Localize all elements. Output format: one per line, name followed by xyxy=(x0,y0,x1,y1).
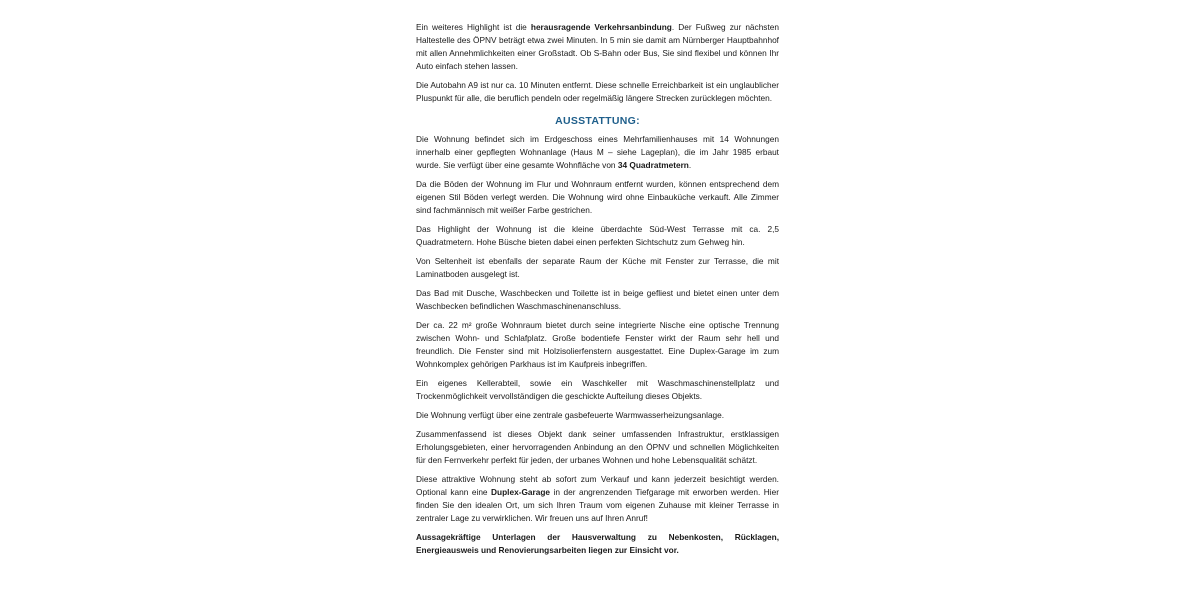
bold-verkehrsanbindung: herausragende Verkehrsanbindung xyxy=(530,22,672,32)
paragraph-unterlagen: Aussagekräftige Unterlagen der Hausverwaltung zu Nebenkosten, Rücklagen, Energieausweis und Renovierungsarbeiten liegen zur Einsicht vor. xyxy=(416,532,779,555)
bold-wohnflaeche: 34 Quadratmetern xyxy=(617,160,689,170)
paragraph-verkehrsanbindung: Ein weiteres Highlight ist die herausragende Verkehrsanbindung. Der Fußweg zur nächsten Haltestelle des ÖPNV beträgt etwa zwei Minuten. In 5 min sie damit am Nürnberger Hauptbahnhof mit allen Annehmlichkeiten einer Großstadt. Ob S-Bahn oder Bus, Sie sind flexibel und können Ihr Auto einfach stehen lassen. xyxy=(416,22,779,71)
paragraph-wohnraum: Der ca. 22 m² große Wohnraum bietet durch seine integrierte Nische eine optische Trennung zwischen Wohn- und Schlafplatz. Große bodentiefe Fenster wirkt der Raum sehr hell und freundlich. Die Fenster sind mit Holzisolierfenstern ausgestattet. Eine Duplex-Garage im zum Wohnkomplex gehörigen Parkhaus ist im Kaufpreis inbegriffen. xyxy=(416,320,779,369)
expose-text-column xyxy=(416,21,779,563)
paragraph-keller: Ein eigenes Kellerabteil, sowie ein Waschkeller mit Waschmaschinenstellplatz und Trockenmöglichkeit vervollständigen die geschickte Aufteilung dieses Objekts. xyxy=(416,378,779,401)
paragraph-bad: Das Bad mit Dusche, Waschbecken und Toilette ist in beige gefliest und bietet einen unter dem Waschbecken befindlichen Waschmaschinenanschluss. xyxy=(416,288,779,311)
paragraph-boeden: Da die Böden der Wohnung im Flur und Wohnraum entfernt wurden, können entsprechend dem eigenen Stil Böden verlegt werden. Die Wohnung wird ohne Einbauküche verkauft. Alle Zimmer sind fachmännisch mit weißer Farbe gestrichen. xyxy=(416,179,779,215)
paragraph-wohnung-lage: Die Wohnung befindet sich im Erdgeschoss eines Mehrfamilienhauses mit 14 Wohnungen innerhalb einer gepflegten Wohnanlage (Haus M – siehe Lageplan), die im Jahr 1985 erbaut wurde. Sie verfügt über eine gesamte Wohnfläche von 34 Quadratmetern. xyxy=(416,134,779,170)
paragraph-terrasse: Das Highlight der Wohnung ist die kleine überdachte Süd-West Terrasse mit ca. 2,5 Quadratmetern. Hohe Büsche bieten dabei einen perfekten Sichtschutz zum Gehweg hin. xyxy=(416,224,779,247)
paragraph-autobahn: Die Autobahn A9 ist nur ca. 10 Minuten entfernt. Diese schnelle Erreichbarkeit ist ein unglaublicher Pluspunkt für alle, die beruflich pendeln oder regelmäßig längere Strecken zurücklegen möchten. xyxy=(416,80,779,103)
section-heading-ausstattung: AUSSTATTUNG: xyxy=(555,115,640,127)
paragraph-verkauf: Diese attraktive Wohnung steht ab sofort zum Verkauf und kann jederzeit besichtigt werden. Optional kann eine Duplex-Garage in der angrenzenden Tiefgarage mit erworben werden. Hier finden Sie den idealen Ort, um sich Ihren Traum vom eigenen Zuhause mit kleiner Terrasse in zentraler Lage zu verwirklichen. Wir freuen uns auf Ihren Anruf! xyxy=(416,474,780,523)
paragraph-zusammenfassung: Zusammenfassend ist dieses Objekt dank seiner umfassenden Infrastruktur, erstklassigen Erholungsgebieten, einer hervorragenden Anbindung an den ÖPNV und schnellen Möglichkeiten für den Fernverkehr perfekt für jeden, der urbanes Wohnen und hohe Lebensqualität schätzt. xyxy=(416,429,779,465)
paragraph-kueche: Von Seltenheit ist ebenfalls der separate Raum der Küche mit Fenster zur Terrasse, die mit Laminatboden ausgelegt ist. xyxy=(416,256,779,279)
bold-duplex-garage: Duplex-Garage xyxy=(491,487,551,497)
paragraph-heizung: Die Wohnung verfügt über eine zentrale gasbefeuerte Warmwasserheizungsanlage. xyxy=(416,410,725,420)
